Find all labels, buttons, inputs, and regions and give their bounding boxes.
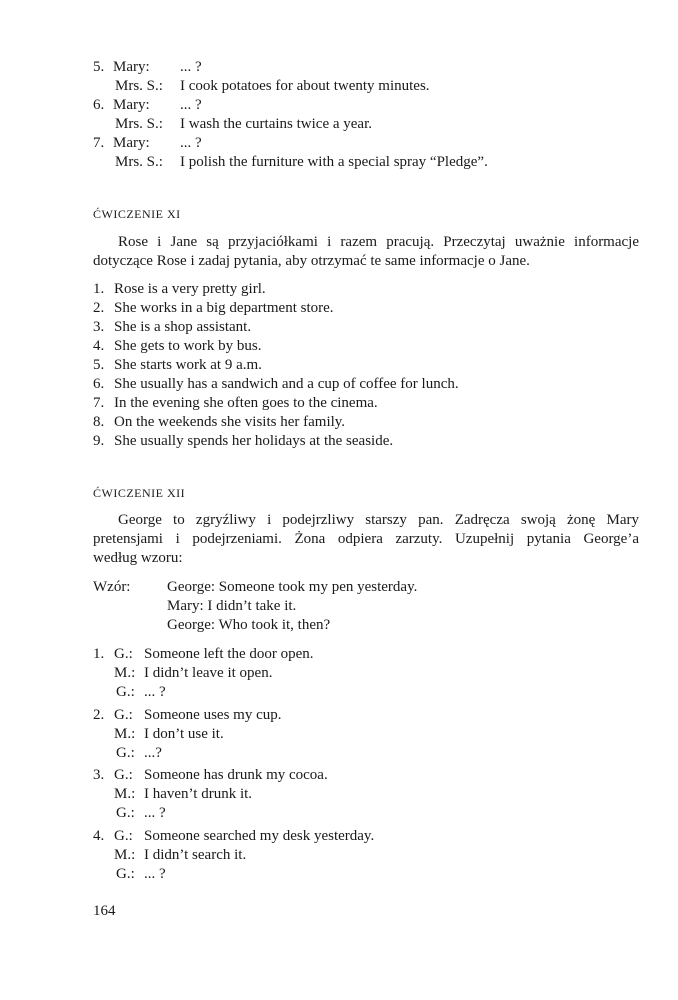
speaker-label: Mary: (113, 97, 150, 113)
dialogue-text: ... ? (180, 135, 202, 151)
item-number: 1. (93, 281, 105, 297)
statement-text: She gets to work by bus. (114, 338, 262, 354)
model-line: George: Someone took my pen yesterday. (167, 579, 418, 595)
item-number: 5. (93, 357, 105, 373)
dialogue-text: ... ? (180, 97, 202, 113)
speaker-label: Mary: (113, 135, 150, 151)
item-number: 4. (93, 828, 105, 844)
dialogue-text: ... ? (180, 59, 202, 75)
speaker-label: Mary: (113, 59, 150, 75)
speaker-label: G.: (114, 767, 133, 783)
model-label: Wzór: (93, 579, 131, 595)
statement-text: She works in a big department store. (114, 300, 334, 316)
speaker-label: M.: (114, 726, 136, 742)
item-number: 3. (93, 767, 105, 783)
blank-question: ... ? (144, 805, 166, 821)
item-number: 4. (93, 338, 105, 354)
model-line: George: Who took it, then? (167, 617, 331, 633)
statement-text: In the evening she often goes to the cinema. (114, 395, 378, 411)
speaker-label: G.: (114, 828, 133, 844)
item-number: 3. (93, 319, 105, 335)
speaker-label: Mrs. S.: (115, 116, 163, 132)
blank-question: ...? (144, 745, 162, 761)
statement-text: She starts work at 9 a.m. (114, 357, 262, 373)
speaker-label: G.: (116, 684, 135, 700)
speaker-label: G.: (114, 646, 133, 662)
exercise-instructions (93, 233, 639, 271)
blank-question: ... ? (144, 684, 166, 700)
dialogue-text: Someone uses my cup. (144, 707, 282, 723)
instruction-line: George to zgryźliwy i podejrzliwy starszy pan. Zadręcza swoją żonę Mary (118, 512, 639, 528)
instruction-line: według wzoru: (93, 550, 183, 566)
dialogue-text: Someone has drunk my cocoa. (144, 767, 328, 783)
dialogue-text: Someone searched my desk yesterday. (144, 828, 375, 844)
speaker-label: Mrs. S.: (115, 154, 163, 170)
dialogue-text: Someone left the door open. (144, 646, 314, 662)
instruction-line: dotyczące Rose i zadaj pytania, aby otrzymać te same informacje o Jane. (93, 253, 530, 269)
instruction-line: pretensjami i podejrzeniami. Żona odpiera zarzuty. Uzupełnij pytania George’a (93, 531, 639, 547)
dialogue-text: I don’t use it. (144, 726, 224, 742)
speaker-label: G.: (116, 745, 135, 761)
section-heading: ĆWICZENIE XI (93, 207, 181, 221)
speaker-label: Mrs. S.: (115, 78, 163, 94)
item-number: 1. (93, 646, 105, 662)
instruction-line: Rose i Jane są przyjaciółkami i razem pracują. Przeczytaj uważnie informacje (118, 234, 639, 250)
model-line: Mary: I didn’t take it. (167, 598, 297, 614)
speaker-label: G.: (116, 805, 135, 821)
item-number: 7. (93, 395, 105, 411)
statement-text: On the weekends she visits her family. (114, 414, 346, 430)
dialogue-text: I wash the curtains twice a year. (180, 116, 373, 132)
item-number: 7. (93, 135, 105, 151)
item-number: 2. (93, 300, 105, 316)
statement-text: She usually has a sandwich and a cup of coffee for lunch. (114, 376, 459, 392)
statement-text: She is a shop assistant. (114, 319, 252, 335)
dialogue-text: I didn’t leave it open. (144, 665, 273, 681)
exercise-instructions (93, 511, 639, 568)
speaker-label: M.: (114, 847, 136, 863)
statement-text: She usually spends her holidays at the seaside. (114, 433, 394, 449)
speaker-label: G.: (116, 866, 135, 882)
statement-text: Rose is a very pretty girl. (114, 281, 266, 297)
page-number: 164 (93, 903, 116, 919)
dialogue-text: I cook potatoes for about twenty minutes. (180, 78, 430, 94)
speaker-label: M.: (114, 786, 136, 802)
dialogue-text: I didn’t search it. (144, 847, 247, 863)
blank-question: ... ? (144, 866, 166, 882)
speaker-label: M.: (114, 665, 136, 681)
section-heading: ĆWICZENIE XII (93, 486, 186, 500)
dialogue-text: I haven’t drunk it. (144, 786, 253, 802)
item-number: 9. (93, 433, 105, 449)
item-number: 8. (93, 414, 105, 430)
speaker-label: G.: (114, 707, 133, 723)
item-number: 6. (93, 97, 105, 113)
item-number: 5. (93, 59, 105, 75)
dialogue-text: I polish the furniture with a special spray “Pledge”. (180, 154, 488, 170)
item-number: 2. (93, 707, 105, 723)
item-number: 6. (93, 376, 105, 392)
